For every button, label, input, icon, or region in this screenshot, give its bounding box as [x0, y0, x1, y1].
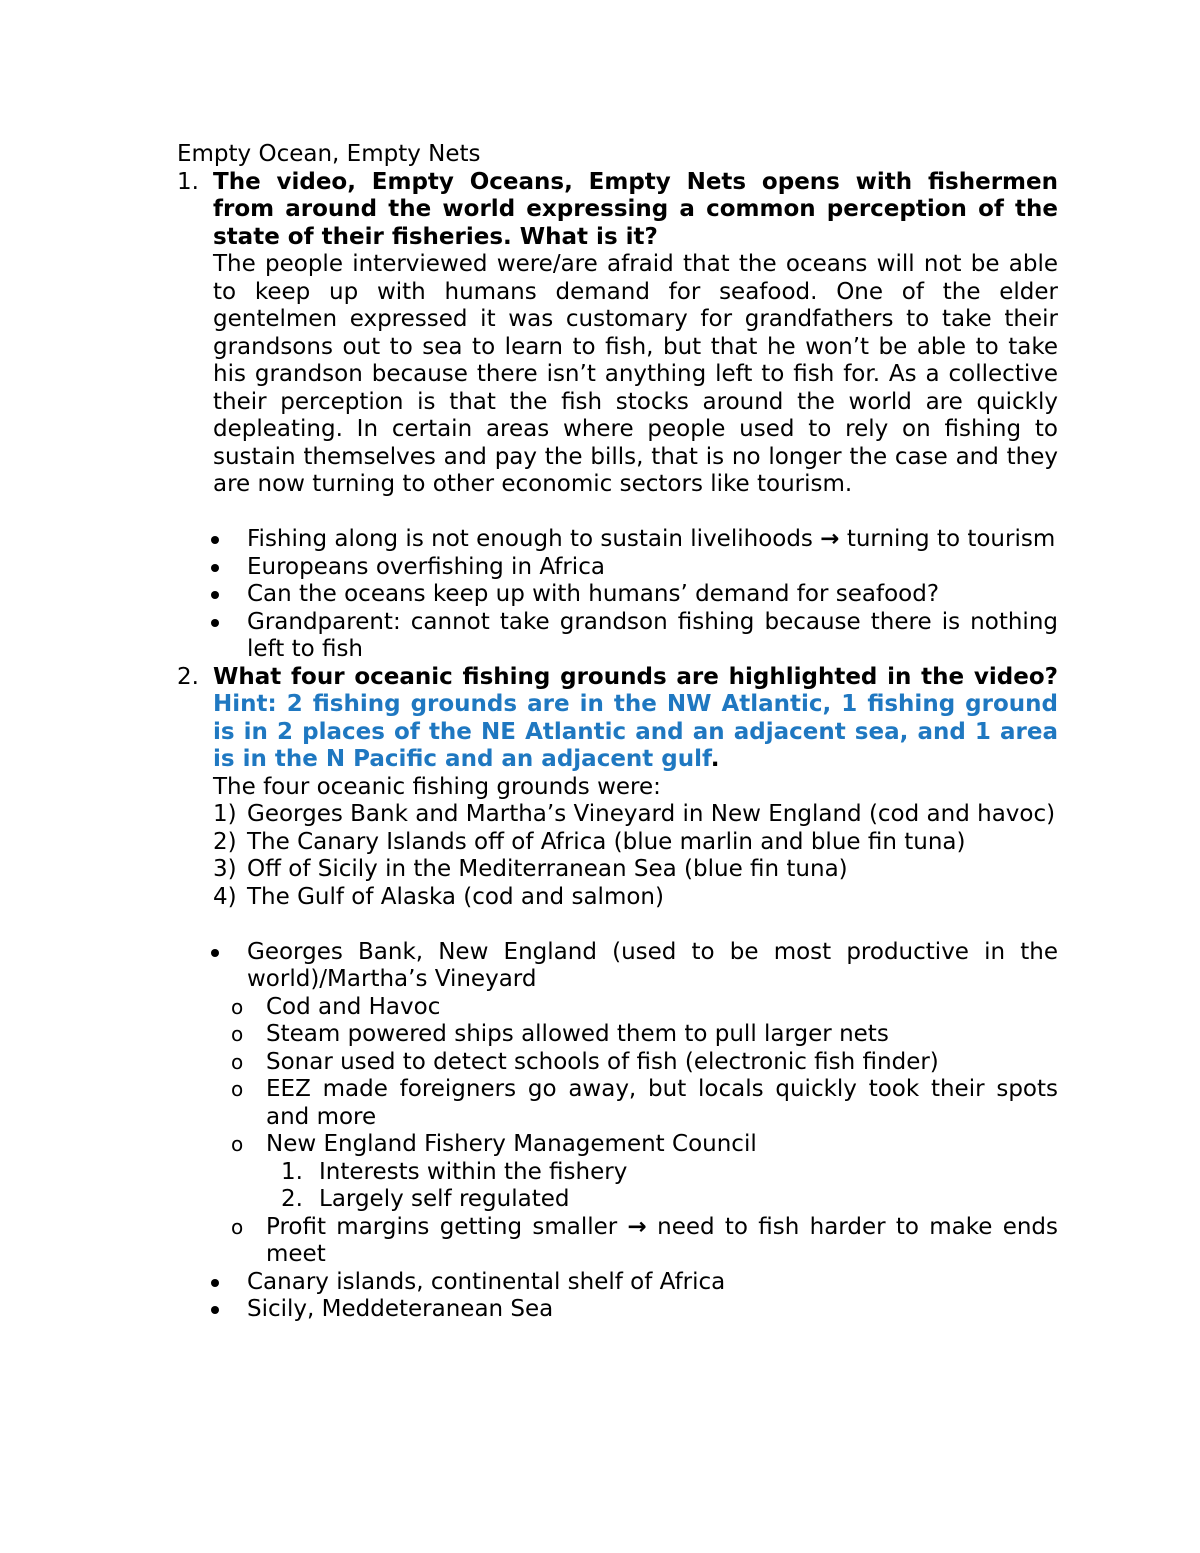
list-number: 3) [213, 856, 237, 882]
list-item [247, 526, 1058, 554]
list-number: 4) [213, 883, 237, 910]
list-item [281, 1186, 1058, 1214]
circle-bullet-icon: o [231, 1049, 244, 1074]
bullet-icon [211, 1279, 219, 1287]
answer-paragraph: The people interviewed were/are afraid that the oceans will not be able to keep up with humans demand for seafood. One of the elder gentelmen expressed it was customary for grandfathers to take their grandsons out to sea to learn to fish, but that he won’t be able to take his grandson because there isn’t anything left to fish for. As a collective their perception is that the fish stocks around the world are quickly depleating. In certain areas where people used to rely on fishing to sustain themselves and pay the bills, that is no longer the case and they are now turning to other economic sectors like tourism. [213, 251, 1058, 497]
question-hint: Hint: 2 fishing grounds are in the NW Atlantic, 1 fishing ground is in 2 places of the NE Atlantic and an adjacent sea, and 1 area is in the N Pacific and an adjacent gulf [213, 691, 1058, 772]
question-1 [177, 169, 1058, 499]
arrow-right-icon: → [627, 1213, 647, 1240]
bullet-icon [211, 949, 219, 957]
circle-bullet-icon: o [231, 1022, 244, 1046]
list-item-text: Georges Bank and Martha’s Vineyard in New England (cod and havoc) [247, 801, 1056, 827]
circle-bullet-icon: o [231, 1214, 244, 1239]
blank-line [177, 911, 1058, 939]
question-text [213, 664, 1058, 774]
question-number: 2. [177, 663, 199, 690]
list-item-text: Fishing along is not enough to sustain livelihoods [247, 526, 813, 552]
list-item [247, 1269, 1058, 1297]
list-item [247, 1296, 1058, 1324]
list-item-text: Grandparent: cannot take grandson fishing because there is nothing left to fish [247, 608, 1058, 662]
bullet-icon [211, 619, 219, 627]
question-number: 1. [177, 168, 199, 195]
list-item-text: Can the oceans keep up with humans’ demand for seafood? [247, 581, 940, 607]
list-item-text: need to fish harder to make ends meet [266, 1213, 1059, 1267]
list-item [213, 828, 1058, 857]
list-item-text: Sonar used to detect schools of fish (electronic fish finder) [266, 1048, 939, 1075]
list-item [231, 1076, 1058, 1131]
document-body [177, 141, 1058, 1324]
list-item-text: New England Fishery Management Council [266, 1131, 757, 1157]
circle-bullet-icon: o [231, 1077, 244, 1101]
list-item [281, 1158, 1058, 1187]
list-item-text: Cod and Havoc [266, 993, 441, 1020]
list-number: 1. [281, 1158, 303, 1185]
answer-intro: The four oceanic fishing grounds were: [213, 773, 661, 800]
arrow-right-icon: → [820, 526, 840, 552]
list-number: 1) [213, 801, 237, 827]
list-item [247, 939, 1058, 994]
list-item-text: Steam powered ships allowed them to pull larger nets [266, 1021, 889, 1047]
list-item [213, 856, 1058, 884]
bullet-icon [211, 536, 219, 544]
list-item-text: Profit margins getting smaller [266, 1213, 618, 1240]
list-item-text: Europeans overfishing in Africa [247, 553, 605, 580]
list-item-text: Off of Sicily in the Mediterranean Sea (blue fin tuna) [247, 856, 848, 882]
list-item [247, 609, 1058, 664]
bullet-icon [211, 591, 219, 599]
georges-bank-sublist [177, 994, 1058, 1269]
list-item [231, 993, 1058, 1022]
list-item [247, 554, 1058, 582]
council-sublist [266, 1159, 1058, 1214]
list-item-text: Canary islands, continental shelf of Africa [247, 1268, 726, 1295]
bullet-icon [211, 1306, 219, 1314]
list-item-text: EEZ made foreigners go away, but locals quickly took their spots and more [266, 1076, 1058, 1130]
list-item-text: Largely self regulated [319, 1186, 570, 1212]
list-item-text: Georges Bank, New England (used to be most productive in the world)/Martha’s Vineyard [247, 938, 1058, 992]
list-item-text: Sicily, Meddeteranean Sea [247, 1296, 554, 1322]
blank-line [177, 499, 1058, 527]
list-item-text: turning to tourism [846, 526, 1056, 552]
list-item [213, 883, 1058, 912]
fishing-grounds-list [213, 801, 1058, 911]
q2-bullet-list-continued [177, 1269, 1058, 1324]
question-2 [177, 664, 1058, 912]
list-item-text: The Gulf of Alaska (cod and salmon) [247, 883, 664, 910]
q1-bullet-list [177, 526, 1058, 664]
list-item [231, 1213, 1059, 1269]
question-period: . [710, 746, 720, 772]
question-text: The video, Empty Oceans, Empty Nets opens with fishermen from around the world expressing a common perception of the state of their fisheries. What is it? [213, 168, 1058, 250]
list-item-text: Interests within the fishery [319, 1158, 628, 1185]
circle-bullet-icon: o [231, 994, 244, 1019]
question-prompt: What four oceanic fishing grounds are highlighted in the video? [213, 663, 1058, 690]
list-item [213, 801, 1058, 829]
list-item [231, 1048, 1058, 1077]
list-item [247, 581, 1058, 609]
list-item [231, 1131, 1058, 1214]
q2-bullet-list [177, 939, 1058, 994]
list-number: 2. [281, 1186, 303, 1212]
bullet-icon [211, 564, 219, 572]
document-title: Empty Ocean, Empty Nets [177, 141, 481, 167]
circle-bullet-icon: o [231, 1132, 244, 1156]
list-item-text: The Canary Islands off of Africa (blue marlin and blue fin tuna) [247, 828, 966, 855]
list-item [231, 1021, 1058, 1049]
list-number: 2) [213, 828, 237, 855]
